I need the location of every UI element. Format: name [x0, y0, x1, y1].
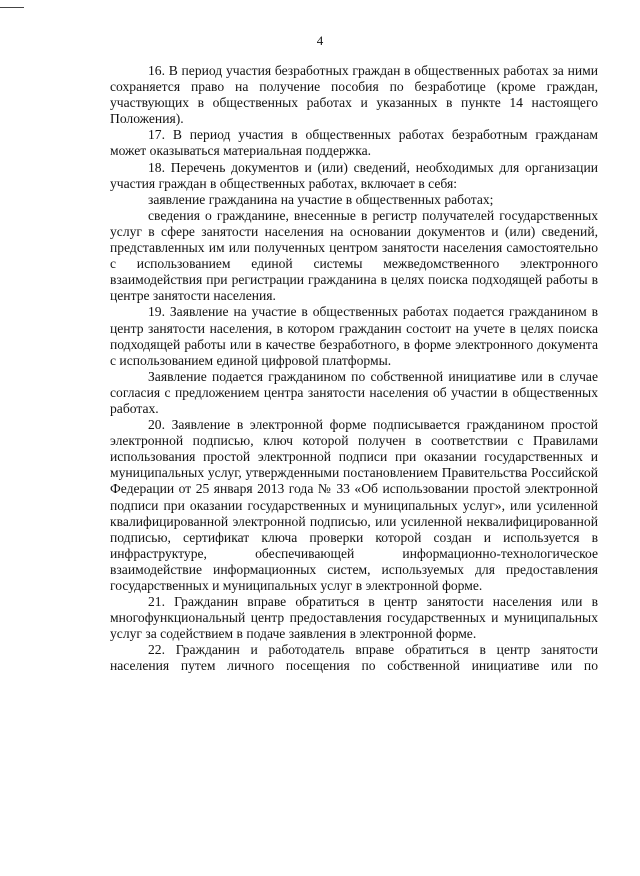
paragraph-18-item-application: заявление гражданина на участие в общественных работах;	[148, 191, 494, 207]
paragraph-21: 21. Гражданин вправе обратиться в центр занятости населения или в многофункциональный центр предоставления государственных и муниципальных услуг за содействием в подаче заявления в электронной форме.	[110, 594, 598, 642]
page-number: 4	[316, 33, 324, 48]
paragraph-20: 20. Заявление в электронной форме подписывается гражданином простой электронной подписью, ключ которой получен в соответствии с Правилами использования простой электронной подписи при оказании государственных и муниципальных услуг, утвержденными постановлением Правительства Российской Федерации от 25 января 2013 года № 33 «Об использовании простой электронной подписи при оказании государственных и муниципальных услуг», или усиленной квалифицированной электронной подписью, или усиленной неквалифицированной подписью, сертификат ключа проверки которой создан и используется в инфраструктуре, обеспечивающей информационно-технологическое взаимодействие информационных систем, используемых для предоставления государственных и муниципальных услуг в электронной форме.	[110, 417, 598, 593]
paragraph-18: 18. Перечень документов и (или) сведений, необходимых для организации участия граждан в общественных работах, включает в себя:	[110, 159, 598, 191]
paragraph-22: 22. Гражданин и работодатель вправе обратиться в центр занятости населения путем личного посещения по собственной инициативе или по	[110, 642, 598, 674]
corner-scan-mark	[0, 7, 24, 8]
paragraph-18-item-citizen-info: сведения о гражданине, внесенные в регистр получателей государственных услуг в сфере занятости населения на основании документов и (или) сведений, представленных им или полученных центром занятости населения самостоятельно с использованием единой системы межведомственного электронного взаимодействия при регистрации гражданина в целях поиска подходящей работы в центре занятости населения.	[110, 207, 598, 304]
paragraph-16: 16. В период участия безработных граждан в общественных работах за ними сохраняется право на получение пособия по безработице (кроме граждан, участвующих в общественных работах и указанных в пункте 14 настоящего Положения).	[110, 63, 598, 127]
document-body	[110, 63, 598, 675]
paragraph-17: 17. В период участия в общественных работах безработным гражданам может оказываться материальная поддержка.	[110, 127, 598, 159]
paragraph-19-continued: Заявление подается гражданином по собственной инициативе или в случае согласия с предложением центра занятости населения об участии в общественных работах.	[110, 368, 598, 416]
paragraph-19: 19. Заявление на участие в общественных работах подается гражданином в центр занятости населения, в котором гражданин состоит на учете в целях поиска подходящей работы или в качестве безработного, в форме электронного документа с использованием единой цифровой платформы.	[110, 304, 598, 368]
